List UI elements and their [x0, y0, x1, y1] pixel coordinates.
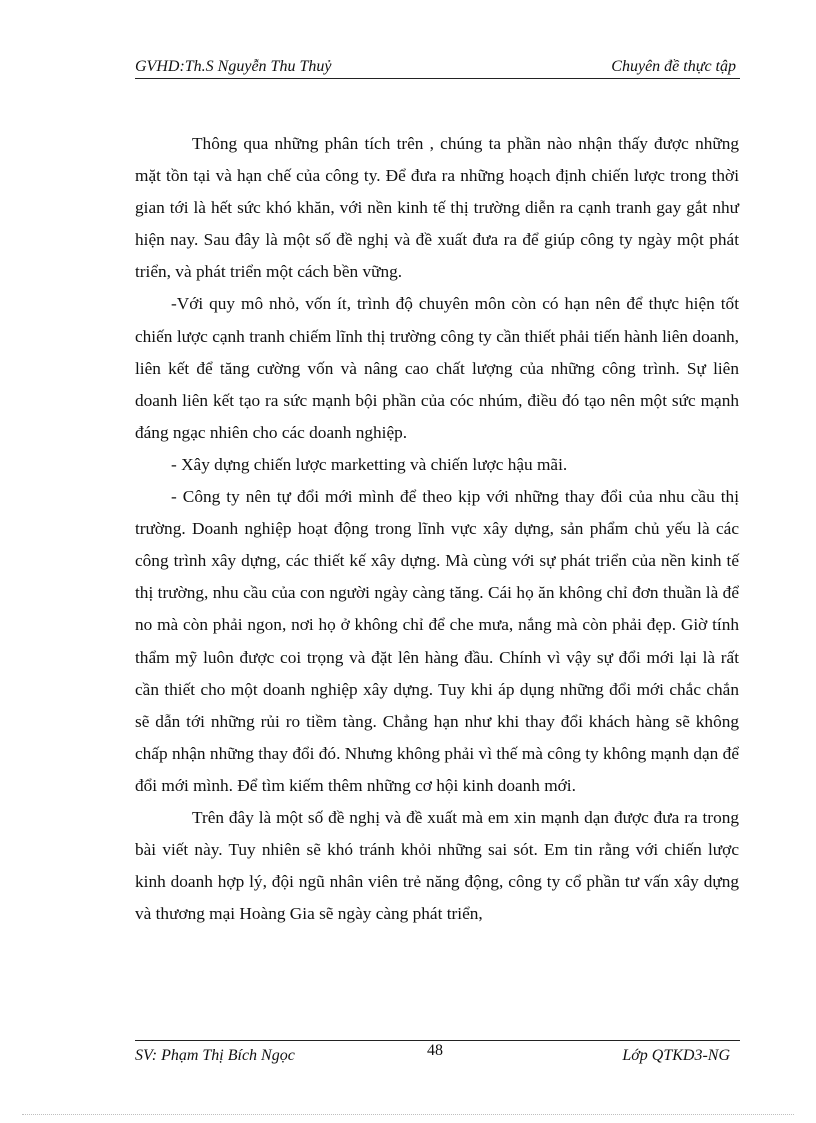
page-footer [135, 1040, 740, 1064]
page-header [135, 56, 740, 79]
footer-class: Lớp QTKD3-NG [622, 1047, 730, 1064]
footer-student: SV: Phạm Thị Bích Ngọc [135, 1047, 295, 1064]
header-supervisor: GVHD:Th.S Nguyễn Thu Thuỷ [135, 58, 332, 75]
paragraph-joint-venture: -Với quy mô nhỏ, vốn ít, trình độ chuyên môn còn có hạn nên để thực hiện tốt chiến lược cạnh tranh chiếm lĩnh thị trường công ty cần thiết phải tiến hành liên doanh, liên kết để tăng cường vốn và nâng cao chất lượng của những công trình. Sự liên doanh liên kết tạo ra sức mạnh bội phần của cóc nhúm, điều đó tạo nên một sức mạnh đáng ngạc nhiên cho các doanh nghiệp. [135, 294, 739, 442]
header-document-type: Chuyên đề thực tập [611, 58, 736, 75]
body-text [135, 128, 739, 930]
page-edge-divider [22, 1114, 794, 1115]
paragraph-innovation: - Công ty nên tự đổi mới mình để theo kịp với những thay đổi của nhu cầu thị trường. Doanh nghiệp hoạt động trong lĩnh vực xây dựng, sản phẩm chủ yếu là các công trình xây dựng, các thiết kế xây dựng. Mà cùng với sự phát triển của nền kinh tế thị trường, nhu cầu của con người ngày càng tăng. Cái họ ăn không chỉ đơn thuần là để no mà còn phải ngon, nơi họ ở không chỉ để che mưa, nắng mà còn phải đẹp. Giờ tính thẩm mỹ luôn được coi trọng và đặt lên hàng đầu. Chính vì vậy sự đổi mới lại là rất cần thiết cho một doanh nghiệp xây dựng. Tuy khi áp dụng những đổi mới chắc chắn sẽ dẫn tới những rủi ro tiềm tàng. Chẳng hạn như khi thay đổi khách hàng sẽ không chấp nhận những thay đổi đó. Nhưng không phải vì thế mà công ty không mạnh dạn để đổi mới mình. Để tìm kiếm thêm những cơ hội kinh doanh mới. [135, 487, 739, 795]
paragraph-intro: Thông qua những phân tích trên , chúng ta phần nào nhận thấy được những mặt tồn tại và hạn chế của công ty. Để đưa ra những hoạch định chiến lược trong thời gian tới là hết sức khó khăn, với nền kinh tế thị trường diễn ra cạnh tranh gay gắt như hiện nay. Sau đây là một số đề nghị và đề xuất đưa ra để giúp công ty ngày một phát triển, và phát triển một cách bền vững. [135, 134, 739, 282]
paragraph-marketing: - Xây dựng chiến lược marketting và chiến lược hậu mãi. [171, 454, 568, 474]
paragraph-conclusion: Trên đây là một số đề nghị và đề xuất mà em xin mạnh dạn được đưa ra trong bài viết này. Tuy nhiên sẽ khó tránh khỏi những sai sót. Em tin rằng với chiến lược kinh doanh hợp lý, đội ngũ nhân viên trẻ năng động, công ty cổ phần tư vấn xây dựng và thương mại Hoàng Gia sẽ ngày càng phát triển, [135, 807, 739, 924]
page-number: 48 [427, 1042, 443, 1059]
